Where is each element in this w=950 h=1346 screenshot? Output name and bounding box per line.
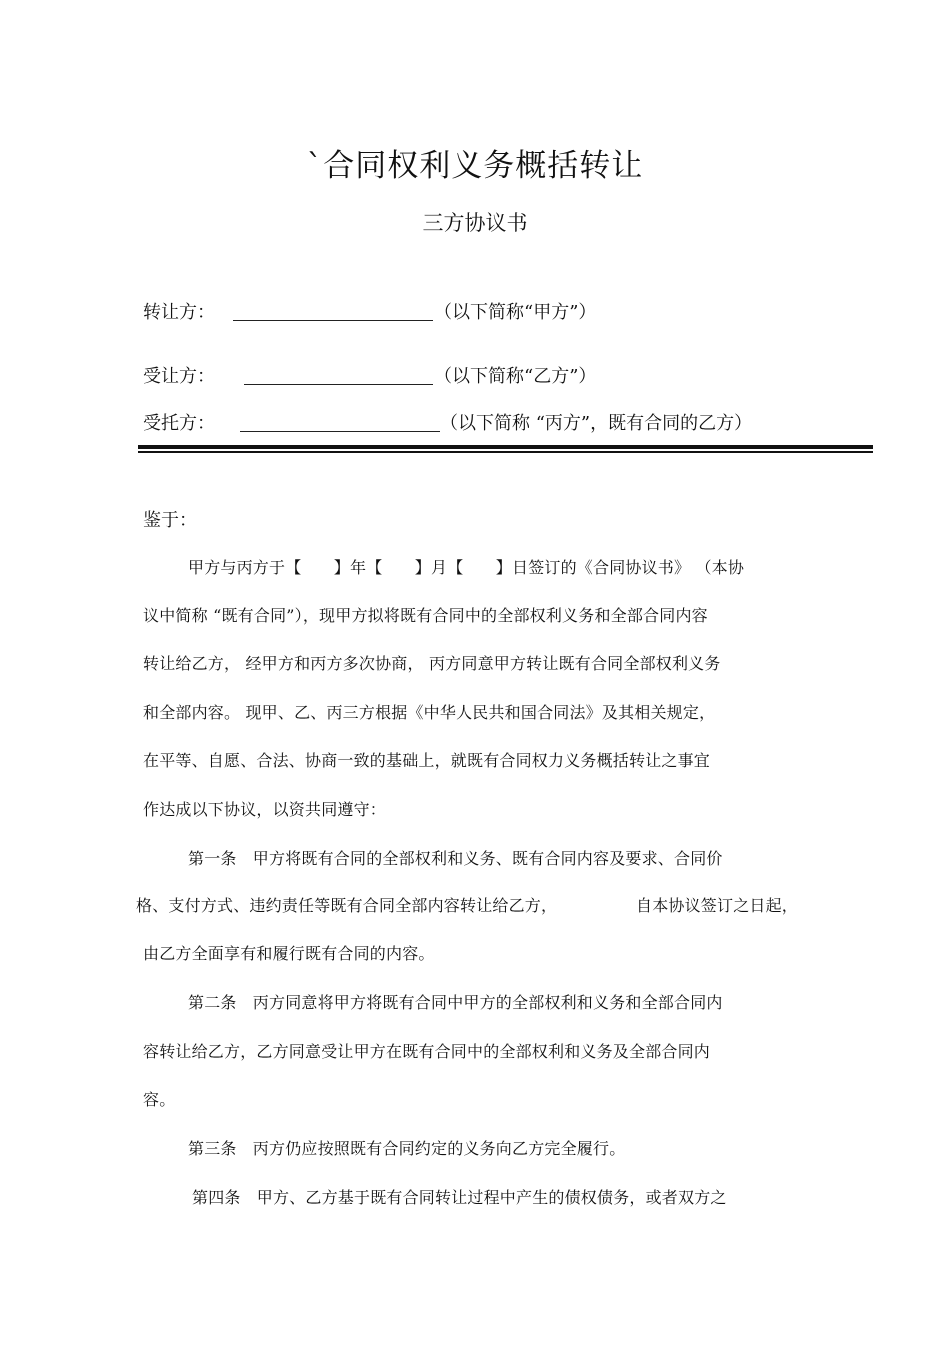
whereas-line: 转让给乙方， 经甲方和丙方多次协商， 丙方同意甲方转让既有合同全部权利义务 xyxy=(143,654,721,673)
whereas-line: 议中简称 “既有合同”），现甲方拟将既有合同中的全部权利义务和全部合同内容 xyxy=(143,606,708,625)
whereas-line: 在平等、自愿、合法、协商一致的基础上，就既有合同权力义务概括转让之事宜 xyxy=(143,751,711,770)
transferee-note: （以下简称“乙方”） xyxy=(434,366,597,387)
article-4-line: 第四条 甲方、乙方基于既有合同转让过程中产生的债权债务，或者双方之 xyxy=(192,1188,727,1207)
whereas-line: 和全部内容。 现甲、乙、丙三方根据《中华人民共和国合同法》及其相关规定， xyxy=(143,703,716,722)
whereas-line: 甲方与丙方于【 】年【 】月【 】日签订的《合同协议书》 （本协 xyxy=(188,558,745,577)
transferor-label: 转让方： xyxy=(143,302,215,323)
transferor-note: （以下简称“甲方”） xyxy=(434,302,597,323)
trustee-label: 受托方： xyxy=(143,413,215,434)
article-2-line: 容。 xyxy=(143,1090,176,1109)
article-1-line: 由乙方全面享有和履行既有合同的内容。 xyxy=(143,944,435,963)
article-3-line: 第三条 丙方仍应按照既有合同约定的义务向乙方完全履行。 xyxy=(188,1139,626,1158)
whereas-line: 作达成以下协议，以资共同遵守： xyxy=(143,800,387,819)
section-divider-thick xyxy=(138,445,873,449)
trustee-note: （以下简称 “丙方”，既有合同的乙方） xyxy=(440,413,753,434)
section-divider-thin xyxy=(138,451,873,453)
transferor-name-field[interactable] xyxy=(233,320,433,321)
article-1-line: 格、支付方式、违约责任等既有合同全部内容转让给乙方， xyxy=(136,896,558,915)
article-2-line: 第二条 丙方同意将甲方将既有合同中甲方的全部权利和义务和全部合同内 xyxy=(188,993,723,1012)
transferee-label: 受让方： xyxy=(143,366,215,387)
transferee-name-field[interactable] xyxy=(244,384,433,385)
trustee-name-field[interactable] xyxy=(240,431,440,432)
document-subtitle: 三方协议书 xyxy=(422,211,528,235)
article-2-line: 容转让给乙方，乙方同意受让甲方在既有合同中的全部权利和义务及全部合同内 xyxy=(143,1042,711,1061)
article-1-line: 自本协议签订之日起， xyxy=(636,896,799,915)
document-title: `合同权利义务概括转让 xyxy=(306,148,644,184)
article-1-line: 第一条 甲方将既有合同的全部权利和义务、既有合同内容及要求、合同价 xyxy=(188,849,723,868)
whereas-heading: 鉴于： xyxy=(143,510,197,531)
